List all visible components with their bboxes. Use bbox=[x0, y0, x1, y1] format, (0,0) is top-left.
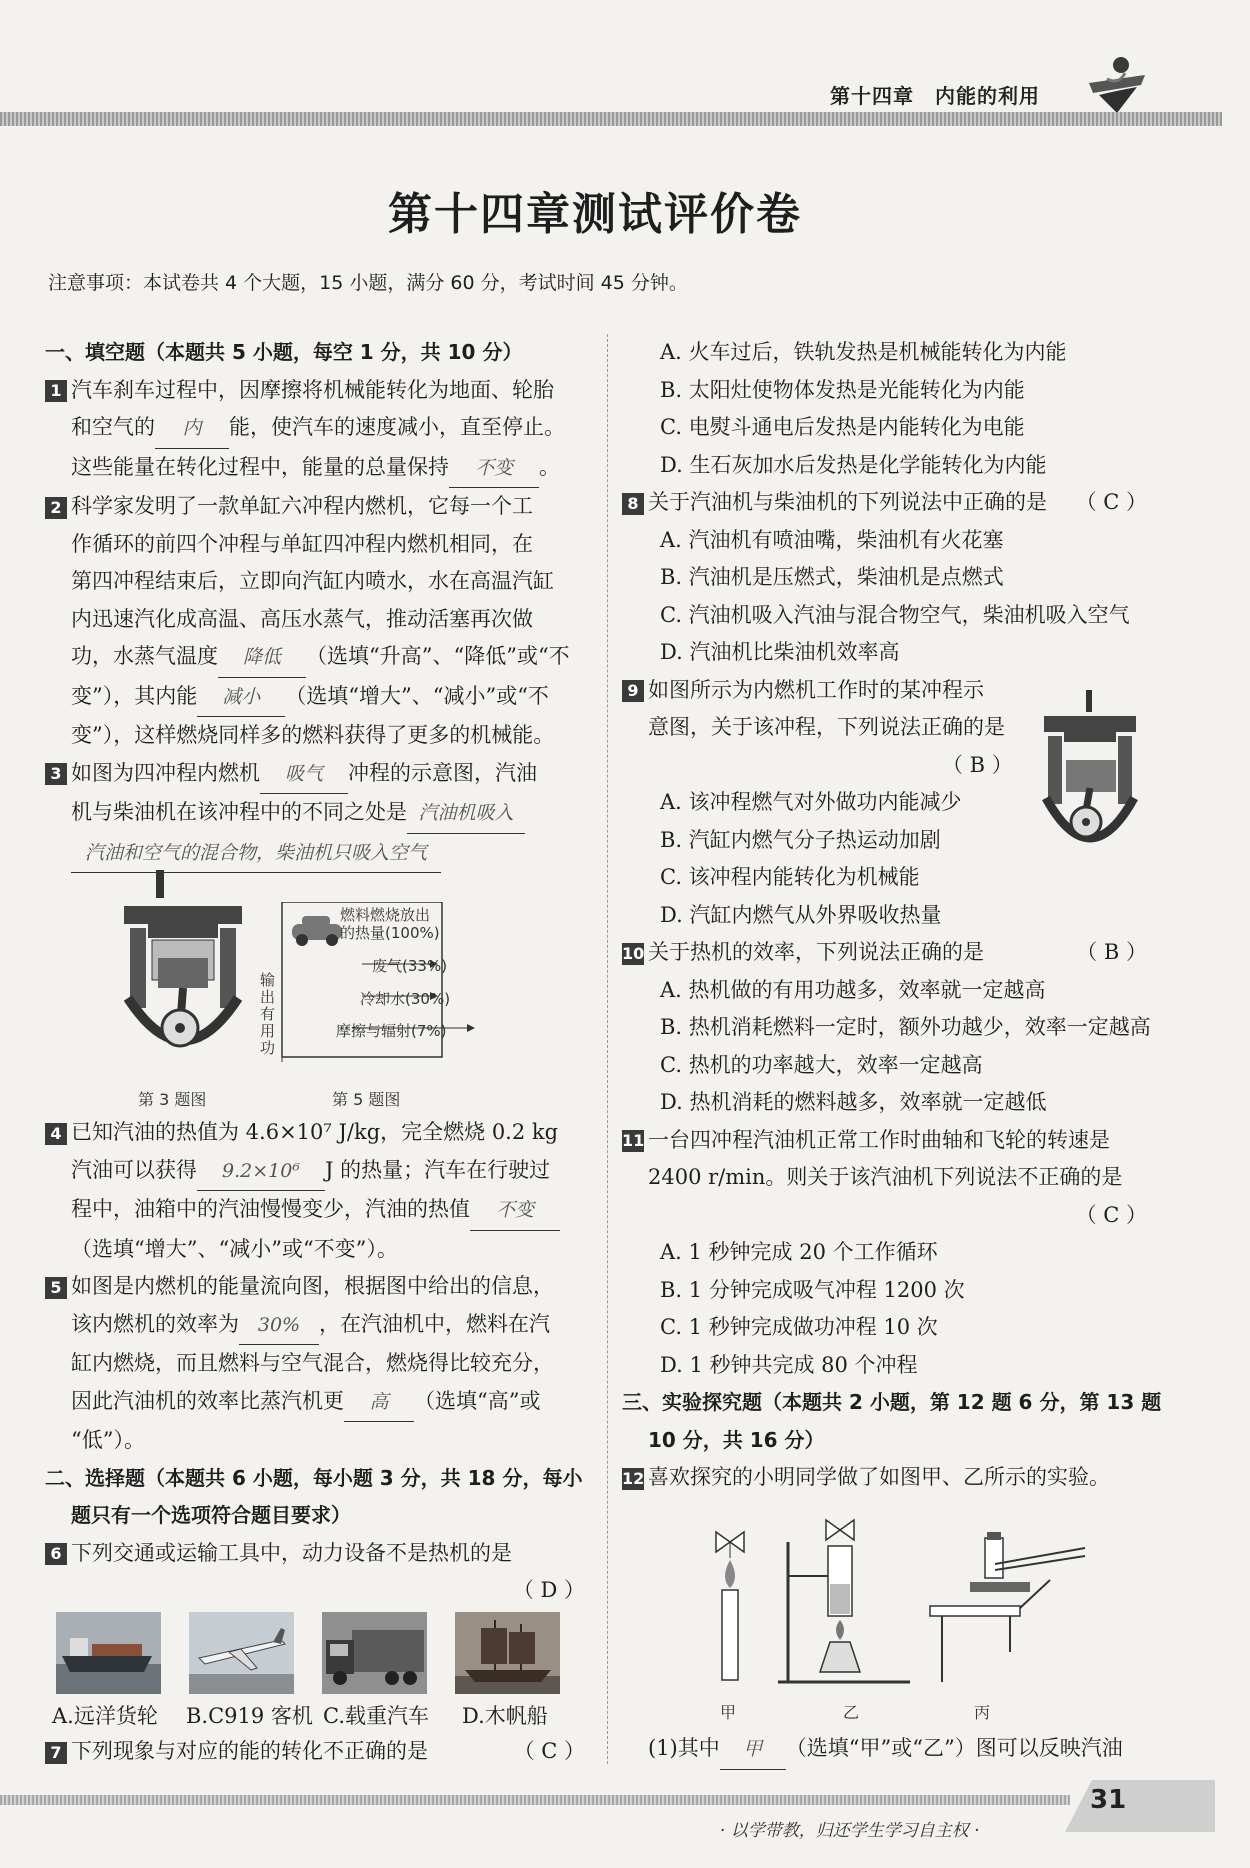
fig12-label-jia: 甲 bbox=[720, 1703, 737, 1722]
header-band bbox=[0, 112, 1222, 126]
q11-answer: （ C ） bbox=[1075, 1202, 1147, 1227]
q6-option-d: D.木帆船 bbox=[462, 1704, 548, 1728]
fig5-exhaust: 废气(33%) bbox=[372, 957, 448, 975]
q4-answer-1: 9.2×10⁶ bbox=[197, 1153, 325, 1192]
page-number: 31 bbox=[1090, 1785, 1127, 1815]
heavy-truck-photo bbox=[322, 1612, 427, 1694]
fig3-caption: 第 3 题图 bbox=[138, 1090, 207, 1109]
engine-intake-stroke-diagram bbox=[118, 868, 248, 1068]
q1-line1: 1 汽车刹车过程中，因摩擦将机械能转化为地面、轮胎 bbox=[45, 372, 585, 410]
q8-answer: （ C ） bbox=[1075, 490, 1147, 514]
chapter-header: 第十四章 内能的利用 bbox=[830, 84, 1040, 108]
c919-airplane-photo bbox=[189, 1612, 294, 1694]
page-number-box bbox=[1065, 1780, 1215, 1832]
section-2-heading: 二、选择题（本题共 6 小题，每小题 3 分，共 18 分，每小 bbox=[45, 1465, 583, 1490]
right-column: A. 火车过后，铁轨发热是机械能转化为内能 B. 太阳灶使物体发热是光能转化为内能 C. 电熨斗通电后发热是内能转化为电能 D. 生石灰加水后发热是化学能转化为内能 8 关于汽油机与柴油机的下列说法中正确的是 （ C ） A. 汽油机有喷油嘴，柴油机有火花塞 B. 汽油机是压燃式，柴油机是点燃式 C. 汽油机吸入汽油与混合物空气，柴油机吸入空气 D. 汽油机比柴油机效率高 9 如图所示为内燃机工作时的某冲程示 意图，关于该冲程，下列说法正确的是 （ B ） A. 该冲程燃气对外做功内能减少 B. 汽缸内燃气分子热运动加剧 C. 该冲程内能转化为机械能 D. 汽缸内燃气从外界吸收热量 10 关于热机的效率，下列说法正确的是 （ B ） A. 热机做的有用功越多，效率就一定越高 B. 热机消耗燃料一定时，额外功越少，效率一定越高 C. 热机的功率越大，效率一定越高 D. 热机消耗的燃料越多，效率就一定越低 11 一台四冲程汽油机正常工作时曲轴和飞轮的转速是 2400 r/min。则关于该汽油机下列说法不正确的是 （ C ） A. 1 秒钟完成 20 个工作循环 B. 1 分钟完成吸气冲程 1200 次 C. 1 秒钟完成做功冲程 10 次 D. 1 秒钟共完成 80 个冲程 三、实验探究题（本题共 2 小题，第 12 题 6 分，第 13 题 10 分，共 16 分） 12 喜欢探究的小明同学做了如图甲、乙所示的实验。 bbox=[622, 340, 1162, 1489]
q5-answer-1: 30% bbox=[239, 1307, 319, 1346]
q12-sub1: (1)其中 甲 （选填“甲”或“乙”）图可以反映汽油 bbox=[622, 1730, 1147, 1770]
section-3-heading: 三、实验探究题（本题共 2 小题，第 12 题 6 分，第 13 题 bbox=[622, 1390, 1162, 1414]
q2-answer-2: 减小 bbox=[197, 679, 285, 718]
fig12-label-yi: 乙 bbox=[843, 1703, 860, 1722]
cargo-ship-photo bbox=[56, 1612, 161, 1694]
fig5-friction: 摩擦与辐射(7%) bbox=[336, 1022, 447, 1040]
column-divider bbox=[607, 334, 608, 1764]
left-column: 一、填空题（本题共 5 小题，每空 1 分，共 10 分） 1 汽车刹车过程中，因摩擦将机械能转化为地面、轮胎 和空气的 内 能，使汽车的速度减小，直至停止。 这些能量在转化过程中，能量的总量保持 不变 。 2 科学家发明了一款单缸六冲程内燃机，它每一个工 作循环的前四个冲程与单缸四冲程内燃机相同，在 第四冲程结束后，立即向汽缸内喷水，水在高温汽缸 内迅速汽化成高温、高压水蒸气，推动活塞再次做 功，水蒸气温度 降低 （选填“升高”、“降低”或“不 变”），其内能 减小 （选填“增大”、“减小”或“不 变”），这样燃烧同样多的燃料获得了更多的机械能。 3 如图为四冲程内燃机 吸气 冲程的示意图，汽油 机与柴油机在该冲程中的不同之处是 汽油机吸入 汽油和空气的混合物，柴油机只吸入空气 bbox=[45, 334, 585, 873]
left-column-lower: 4 已知汽油的热值为 4.6×10⁷ J/kg，完全燃烧 0.2 kg 汽油可以获得 9.2×10⁶ J 的热量；汽车在行驶过 程中，油箱中的汽油慢慢变少，汽油的热值 不变 （选填“增大”、“减小”或“不变”）。 5 如图是内燃机的能量流向图，根据图中给出的信息， 该内燃机的效率为 30% ，在汽油机中，燃料在汽 缸内燃烧，而且燃料与空气混合，燃烧得比较充分， 因此汽油机的效率比蒸汽机更 高 （选填“高”或 “低”）。 二、选择题（本题共 6 小题，每小题 3 分，共 18 分，每小 题只有一个选项符合题目要求） 6 下列交通或运输工具中，动力设备不是热机的是 （ D ） bbox=[45, 1114, 585, 1610]
reading-figure-logo-icon bbox=[1085, 55, 1149, 115]
q6-option-b: B.C919 客机 bbox=[186, 1704, 313, 1728]
q6-answer: （ D ） bbox=[512, 1578, 585, 1602]
q1-answer-1: 内 bbox=[155, 410, 229, 449]
footer-motto: · 以学带教，归还学生学习自主权 · bbox=[720, 1821, 980, 1841]
q9-answer: （ B ） bbox=[942, 752, 1013, 777]
q3-answer-2a: 汽油机吸入 bbox=[407, 795, 525, 834]
q3-answer-2b: 汽油和空气的混合物，柴油机只吸入空气 bbox=[71, 835, 441, 874]
fig5-useful-work: 输出有用功 bbox=[260, 971, 276, 1057]
q6-option-a: A.远洋货轮 bbox=[52, 1704, 158, 1728]
q7-answer: （ C ） bbox=[513, 1739, 585, 1763]
q4-answer-2: 不变 bbox=[470, 1192, 560, 1231]
fig5-caption: 第 5 题图 bbox=[332, 1090, 401, 1109]
wooden-sailboat-photo bbox=[455, 1612, 560, 1694]
q3-answer-1: 吸气 bbox=[260, 756, 348, 795]
notice: 注意事项：本试卷共 4 个大题，15 小题，满分 60 分，考试时间 45 分钟。 bbox=[48, 272, 688, 294]
q7-stem: 7 下列现象与对应的能的转化不正确的是 （ C ） bbox=[45, 1733, 585, 1771]
q12-answer-1: 甲 bbox=[720, 1731, 786, 1770]
q6-option-c: C.载重汽车 bbox=[323, 1704, 429, 1728]
engine-stroke-diagram bbox=[1040, 688, 1140, 858]
q5-answer-2: 高 bbox=[344, 1384, 414, 1423]
q2-answer-1: 降低 bbox=[218, 639, 306, 678]
fig5-fuel-heat: 燃料燃烧放出 的热量(100%) bbox=[340, 906, 440, 942]
section-1-heading: 一、填空题（本题共 5 小题，每空 1 分，共 10 分） bbox=[45, 340, 523, 364]
page-title: 第十四章测试评价卷 bbox=[388, 189, 802, 240]
fig12-label-bing: 丙 bbox=[974, 1703, 991, 1722]
q1-answer-2: 不变 bbox=[449, 450, 539, 489]
q10-answer: （ B ） bbox=[1076, 940, 1147, 964]
experiment-diagrams bbox=[680, 1512, 1100, 1692]
fig5-cooling: 冷却水(30%) bbox=[360, 990, 451, 1008]
footer-band bbox=[0, 1795, 1070, 1805]
